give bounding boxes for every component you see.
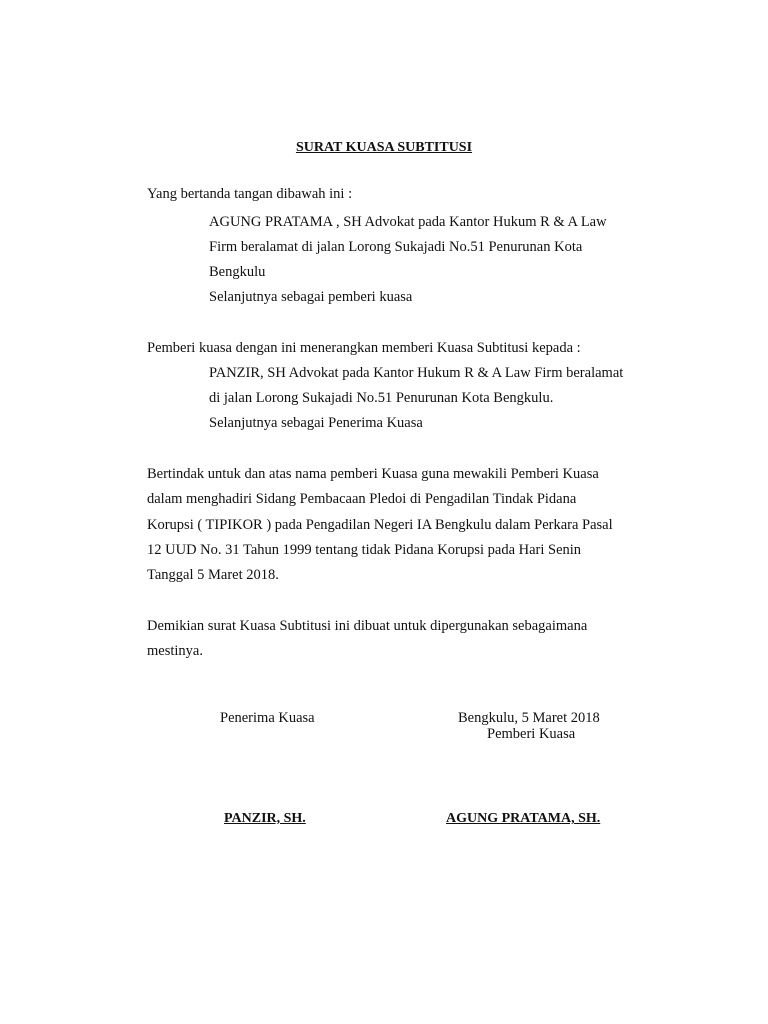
grantee-line: Selanjutnya sebagai Penerima Kuasa <box>209 415 423 431</box>
place-date: Bengkulu, 5 Maret 2018 <box>458 710 600 726</box>
purpose-line: Tanggal 5 Maret 2018. <box>147 567 279 583</box>
intro-text: Yang bertanda tangan dibawah ini : <box>147 186 353 202</box>
grantor-line: AGUNG PRATAMA , SH Advokat pada Kantor Hukum R & A Law <box>209 214 607 230</box>
document-title: SURAT KUASA SUBTITUSI <box>295 140 473 155</box>
grantor-line: Selanjutnya sebagai pemberi kuasa <box>209 289 413 305</box>
purpose-line: Korupsi ( TIPIKOR ) pada Pengadilan Negeri IA Bengkulu dalam Perkara Pasal <box>147 517 613 533</box>
purpose-line: 12 UUD No. 31 Tahun 1999 tentang tidak Pidana Korupsi pada Hari Senin <box>147 542 582 558</box>
purpose-line: Bertindak untuk dan atas nama pemberi Kuasa guna mewakili Pemberi Kuasa <box>147 466 599 482</box>
grantee-line: PANZIR, SH Advokat pada Kantor Hukum R & A Law Firm beralamat <box>209 365 624 381</box>
closing-line: Demikian surat Kuasa Subtitusi ini dibuat untuk dipergunakan sebagaimana <box>147 618 588 634</box>
statement-text: Pemberi kuasa dengan ini menerangkan memberi Kuasa Subtitusi kepada : <box>147 340 581 356</box>
grantor-line: Firm beralamat di jalan Lorong Sukajadi No.51 Penurunan Kota <box>209 239 583 255</box>
purpose-line: dalam menghadiri Sidang Pembacaan Pledoi di Pengadilan Tindak Pidana <box>147 491 577 507</box>
left-role-label: Penerima Kuasa <box>220 710 315 726</box>
closing-line: mestinya. <box>147 643 203 659</box>
right-signatory-name: AGUNG PRATAMA, SH. <box>446 811 601 826</box>
grantee-line: di jalan Lorong Sukajadi No.51 Penurunan Kota Bengkulu. <box>209 390 554 406</box>
grantor-line: Bengkulu <box>209 264 266 280</box>
right-role-label: Pemberi Kuasa <box>487 726 576 742</box>
left-signatory-name: PANZIR, SH. <box>224 811 306 826</box>
